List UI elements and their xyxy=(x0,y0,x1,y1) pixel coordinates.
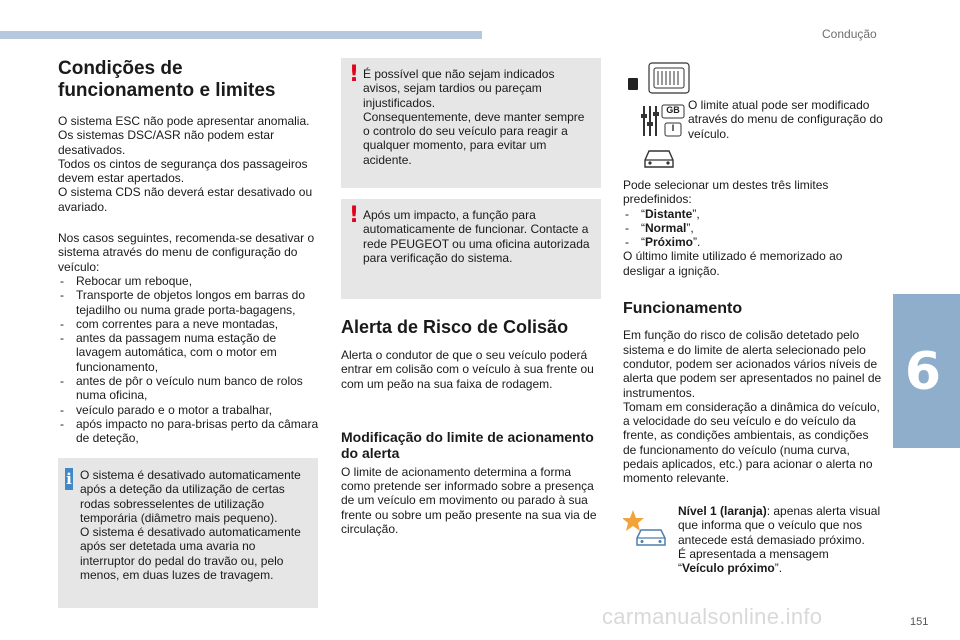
limits-intro: Pode selecionar um destes três limites predefinidos: xyxy=(623,178,829,207)
level1-text: : apenas alerta visual que informa que o veículo que nos antecede está demasiado próximo. xyxy=(678,504,881,547)
level1-message-intro: É apresentada a mensagem xyxy=(678,546,829,561)
memorization-note: O último limite utilizado é memorizado ao desligar a ignição. xyxy=(623,249,843,278)
list-item: - “Distante”, xyxy=(623,207,885,221)
level1-description xyxy=(678,504,883,575)
warning-line: Consequentemente, deve manter sempre o controlo do seu veículo para reagir a qualquer momento, para evitar um acidente. xyxy=(363,109,585,167)
operation-line: Em função do risco de colisão detetado pelo sistema e do limite de alerta selecionado pelo condutor, podem ser acionados vários níveis de alerta que podem ser apresentados no painel de instrumentos. xyxy=(623,328,882,400)
warning-icon: ! xyxy=(349,203,360,228)
collision-alert-intro: Alerta o condutor de que o seu veículo poderá entrar em colisão com o veículo à sua frente ou com um peão na sua faixa de rodagem. xyxy=(341,348,594,391)
warning-icon: ! xyxy=(349,62,360,87)
list-item: - “Normal”, xyxy=(623,221,885,235)
list-item: - Transporte de objetos longos em barras do tejadilho ou numa grade porta-bagagens, xyxy=(58,288,320,317)
level1-message-line: “Veículo próximo”. xyxy=(678,561,783,576)
warning-box-2 xyxy=(341,199,601,299)
header-accent-bar xyxy=(0,31,482,39)
list-item: - após impacto no para-brisas perto da câmara de deteção, xyxy=(58,417,320,446)
condition-line: O sistema ESC não pode apresentar anomalia. xyxy=(58,114,310,128)
page-number: 151 xyxy=(910,616,929,628)
column-left xyxy=(58,58,320,446)
config-menu-text: O limite atual pode ser modificado através do menu de configuração do veículo. xyxy=(688,98,883,141)
subsection-title-threshold: Modificação do limite de acionamento do alerta xyxy=(341,428,594,461)
deactivation-cases-list xyxy=(58,274,320,446)
limit-proximo: Próximo xyxy=(645,235,694,250)
language-label-gb: GB xyxy=(666,105,680,115)
operation-line: Tomam em consideração a dinâmica do veículo, a velocidade do seu veículo e do veículo da frente, as condições ambientais, as condições de funcionamento do veículo (numa curva, pedais aplicados, etc.) para acionar o alerta no momento relevante. xyxy=(623,399,880,486)
info-icon: i xyxy=(66,470,72,488)
list-item: - antes de pôr o veículo num banco de rolos numa oficina, xyxy=(58,374,320,403)
section-title-operation: Funcionamento xyxy=(623,300,743,318)
list-item: - veículo parado e o motor a trabalhar, xyxy=(58,403,320,417)
operation-text xyxy=(623,328,885,485)
level1-line xyxy=(678,504,883,547)
info-line: O sistema é desativado automaticamente após a deteção da utilização de certas rodas sobresselentes de utilização temporária (diâmetro mais pequeno). xyxy=(80,468,301,525)
column-right xyxy=(623,178,885,486)
watermark: carmanualsonline.info xyxy=(602,604,823,629)
list-item: - Rebocar um reboque, xyxy=(58,274,320,288)
limit-distante: Distante xyxy=(645,206,693,221)
level1-label: Nível 1 (laranja) xyxy=(678,504,767,518)
list-item: - “Próximo”. xyxy=(623,235,885,249)
limits-list xyxy=(623,207,885,250)
level1-message: Veículo próximo xyxy=(682,561,775,576)
section-title-conditions: Condições de funcionamento e limites xyxy=(58,58,276,101)
warning-line: É possível que não sejam indicados avisos, sejam tardios ou pareçam injustificados. xyxy=(363,67,555,110)
list-item: - antes da passagem numa estação de lavagem automática, com o motor em funcionamento, xyxy=(58,331,320,374)
column-middle xyxy=(341,316,603,536)
info-box-text xyxy=(80,468,310,582)
ventilation-screen-icon xyxy=(648,62,690,94)
condition-line: Todos os cintos de segurança dos passageiros devem estar apertados. xyxy=(58,156,308,186)
condition-line: Os sistemas DSC/ASR não podem estar desativados. xyxy=(58,128,275,157)
info-box xyxy=(58,458,318,608)
info-line: O sistema é desativado automaticamente após ser detetada uma avaria no interruptor do pedal do travão ou, pelo menos, em duas luzes de travagem. xyxy=(80,525,301,583)
warning-box-1 xyxy=(341,58,601,188)
deactivation-intro: Nos casos seguintes, recomenda-se desativar o sistema através do menu de configuração do veículo: xyxy=(58,231,315,274)
list-item: - com correntes para a neve montadas, xyxy=(58,317,320,331)
limit-normal: Normal xyxy=(645,220,687,235)
condition-line: O sistema CDS não deverá estar desativado ou avariado. xyxy=(58,185,313,214)
chapter-tab xyxy=(893,294,960,448)
collision-alert-icon xyxy=(623,508,669,548)
info-label-i: I xyxy=(671,123,675,133)
section-name: Condução xyxy=(822,27,877,41)
section-title-collision-alert: Alerta de Risco de Colisão xyxy=(341,317,569,337)
car-front-icon xyxy=(641,146,677,170)
conditions-paragraph xyxy=(58,114,320,214)
chapter-number: 6 xyxy=(904,342,942,402)
threshold-text: O limite de acionamento determina a forma como pretende ser informado sobre a presença de um veículo em movimento ou parado à sua frente ou sobre um peão presente na sua via de circulação. xyxy=(341,464,597,537)
warning-box-1-text xyxy=(363,67,593,167)
warning-box-2-text: Após um impacto, a função para automaticamente de funcionar. Contacte a rede PEUGEOT ou uma oficina autorizada para verificação do sistema. xyxy=(363,208,590,265)
